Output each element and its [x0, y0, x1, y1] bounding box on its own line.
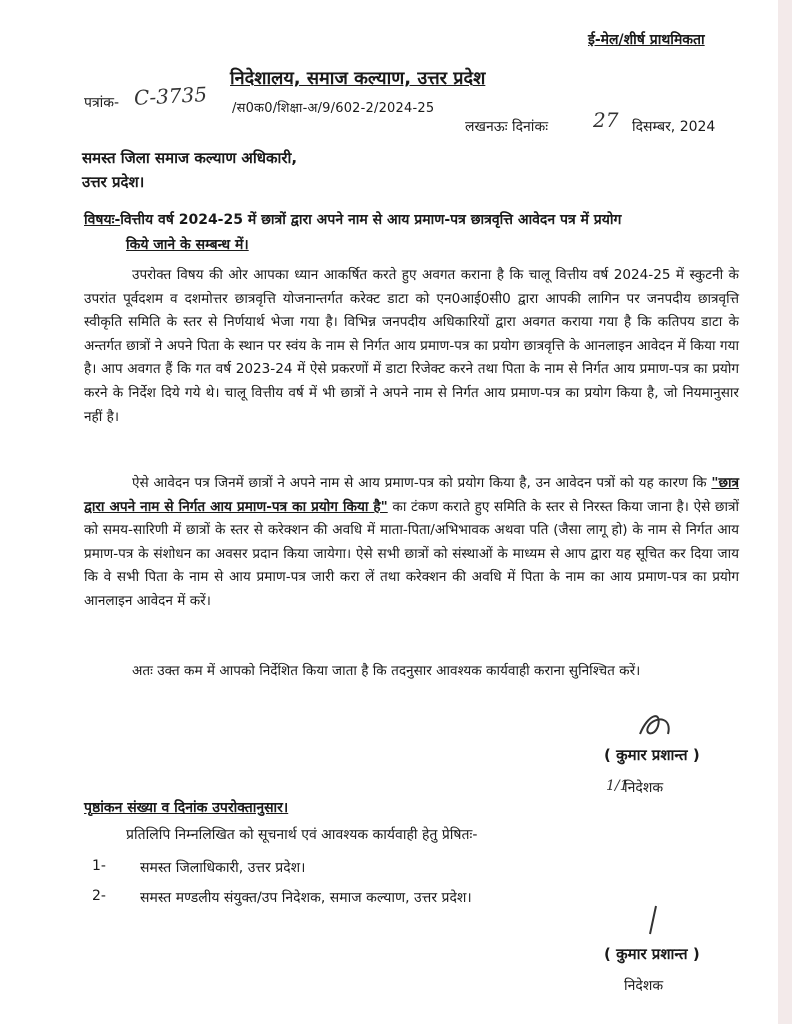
subject-line-2: किये जाने के सम्बन्ध में।	[126, 237, 249, 253]
date-month-year: दिसम्बर, 2024	[632, 119, 716, 135]
signatory-title-2: निदेशक	[624, 978, 664, 994]
email-priority-label: ई-मेल/शीर्ष प्राथमिकता	[588, 32, 705, 48]
signature-mark-1	[628, 704, 688, 744]
body-paragraph-2	[84, 472, 739, 614]
signature-mark-2	[638, 902, 668, 938]
reference-prefix: पत्रांक-	[84, 95, 120, 111]
copy-item-text: समस्त जिलाधिकारी, उत्तर प्रदेश।	[140, 860, 306, 876]
copy-item-number: 2-	[92, 888, 106, 904]
para2-text-b: का टंकण कराते हुए समिति के स्तर से निरस्त किया जाना है। ऐसे छात्रों को समय-सारिणी में छात्रों के स्तर से करेक्शन की अवधि में माता-पिता/अभिभावक अथवा पति (जैसा लागू हो) के नाम से निर्गत आय प्रमाण-पत्र के संशोधन का अवसर प्रदान किया जायेगा। ऐसे सभी छात्रों को संस्थाओं के माध्यम से आप द्वारा यह सूचित कर दिया जाय कि वे सभी पिता के नाम से आय प्रमाण-पत्र जारी करा लें तथा करेक्शन की अवधि में पिता के नाम का आय प्रमाण-पत्र का प्रयोग आनलाइन आवेदन में करें।	[84, 498, 739, 609]
subject-label: विषयः-	[84, 212, 121, 228]
addressee-line-1: समस्त जिला समाज कल्याण अधिकारी,	[82, 149, 298, 167]
signatory-title-1: निदेशक	[624, 780, 664, 796]
copy-item-text: समस्त मण्डलीय संयुक्त/उप निदेशक, समाज कल्याण, उत्तर प्रदेश।	[140, 890, 472, 906]
para3-text: अतः उक्त कम में आपको निर्देशित किया जाता है कि तदनुसार आवश्यक कार्यवाही कराना सुनिश्चित करें।	[132, 663, 641, 679]
copy-intro: प्रतिलिपि निम्नलिखित को सूचनार्थ एवं आवश्यक कार्यवाही हेतु प्रेषितः-	[126, 827, 478, 843]
reference-handwritten-number: C-3735	[133, 82, 208, 110]
reference-number: /स0क0/शिक्षा-अ/9/602-2/2024-25	[232, 101, 435, 116]
para2-bold-reason: "छात्र द्वारा अपने नाम से निर्गत आय प्रमाण-पत्र का प्रयोग किया है"	[84, 475, 739, 515]
place-date-label: लखनऊः दिनांकः	[465, 119, 549, 135]
office-name-heading: निदेशालय, समाज कल्याण, उत्तर प्रदेश	[230, 68, 486, 89]
endorsement-heading: पृष्ठांकन संख्या व दिनांक उपरोक्तानुसार।	[84, 800, 289, 816]
para2-text-a: ऐसे आवेदन पत्र जिनमें छात्रों ने अपने नाम से आय प्रमाण-पत्र को प्रयोग किया है, उन आवेदन पत्रों को यह कारण कि	[132, 475, 712, 491]
date-handwritten-day: 27	[593, 108, 619, 132]
body-paragraph-3	[84, 660, 739, 684]
addressee-line-2: उत्तर प्रदेश।	[82, 173, 145, 191]
page-edge	[778, 0, 792, 1024]
body-paragraph-1	[84, 264, 739, 429]
signatory-name-1: ( कुमार प्रशान्त )	[604, 746, 700, 764]
copy-item-number: 1-	[92, 858, 106, 874]
para1-text: उपरोक्त विषय की ओर आपका ध्यान आकर्षित करते हुए अवगत कराना है कि चालू वित्तीय वर्ष 2024-25 में स्कुटनी के उपरांत पूर्वदशम व दशमोत्तर छात्रवृत्ति योजनान्तर्गत करेक्ट डाटा को एन0आई0सी0 द्वारा आपकी लागिन पर जनपदीय छात्रवृत्ति स्वीकृति समिति के स्तर से निर्णयार्थ भेजा गया है। विभिन्न जनपदीय अधिकारियों द्वारा अवगत कराया गया है कि कतिपय डाटा के अन्तर्गत छात्रों ने अपने पिता के स्थान पर स्वंय के नाम से निर्गत आय प्रमाण-पत्र का प्रयोग छात्रवृत्ति के आनलाइन आवेदन में किया गया है। आप अवगत हैं कि गत वर्ष 2023-24 में ऐसे प्रकरणों में डाटा रिजेक्ट करने तथा पिता के नाम से निर्गत आय प्रमाण-पत्र का प्रयोग करने के निर्देश दिये गये थे। चालू वित्तीय वर्ष में भी छात्रों ने अपने नाम से निर्गत आय प्रमाण-पत्र का प्रयोग किया है, जो नियमानुसार नहीं है।	[84, 267, 739, 425]
initial-mark: 1/1	[606, 778, 629, 794]
subject-text-1: वित्तीय वर्ष 2024-25 में छात्रों द्वारा अपने नाम से आय प्रमाण-पत्र छात्रवृत्ति आवेदन पत्र में प्रयोग	[120, 212, 622, 228]
subject-line-1	[84, 210, 621, 229]
signatory-name-2: ( कुमार प्रशान्त )	[604, 945, 700, 963]
